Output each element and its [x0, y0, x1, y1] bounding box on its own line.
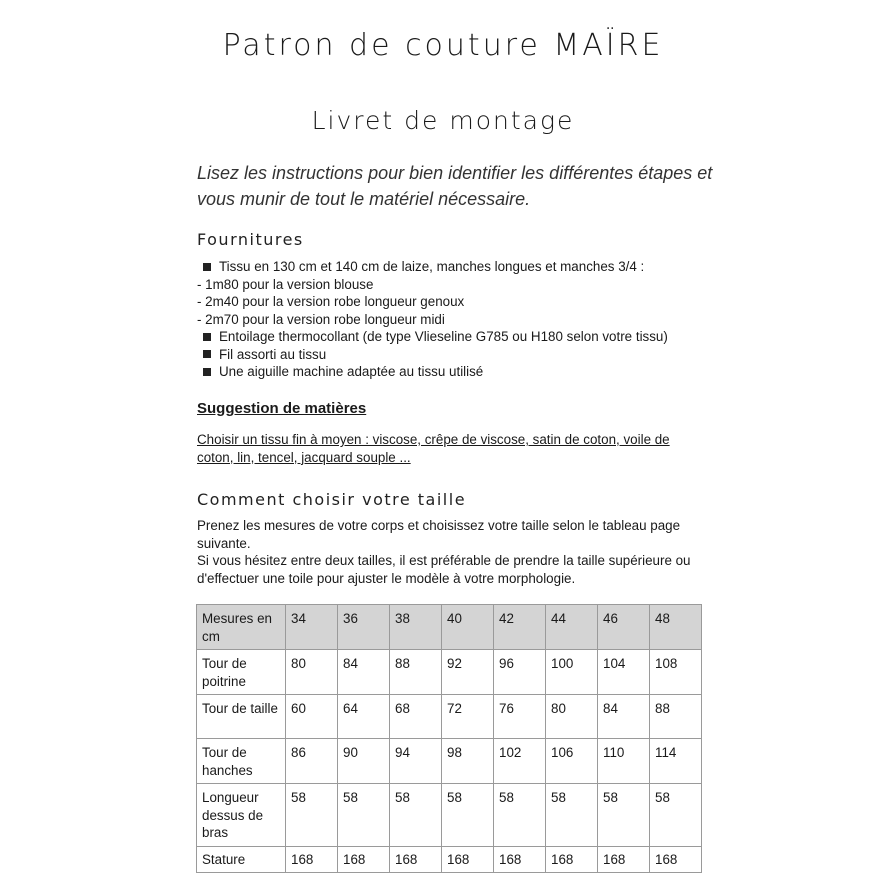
suggestion-heading: Suggestion de matières — [197, 400, 367, 417]
table-row — [197, 784, 702, 847]
fournitures-list — [197, 258, 717, 381]
size-table — [196, 604, 702, 873]
size-header-cell: 38 — [390, 605, 442, 650]
table-cell: 60 — [286, 695, 338, 739]
table-row — [197, 695, 702, 739]
table-cell: 88 — [650, 695, 702, 739]
list-item: Une aiguille machine adaptée au tissu utilisé — [197, 363, 717, 381]
taille-paragraph-2: Si vous hésitez entre deux tailles, il est préférable de prendre la taille supérieure ou d'effectuer une toile pour ajuster le modèle à votre morphologie. — [197, 553, 691, 586]
table-cell: 114 — [650, 739, 702, 784]
size-header-cell: 44 — [546, 605, 598, 650]
intro-text: Lisez les instructions pour bien identifier les différentes étapes et vous munir de tout le matériel nécessaire. — [197, 163, 713, 209]
table-cell: 58 — [442, 784, 494, 847]
table-cell: 106 — [546, 739, 598, 784]
table-header-label: Mesures en cm — [197, 605, 286, 650]
list-item: - 2m40 pour la version robe longueur genoux — [197, 294, 465, 309]
table-cell: 72 — [442, 695, 494, 739]
square-bullet-icon — [203, 333, 211, 341]
table-cell: 92 — [442, 650, 494, 695]
table-cell: 168 — [442, 846, 494, 873]
table-cell: 80 — [286, 650, 338, 695]
table-cell: 58 — [338, 784, 390, 847]
taille-text — [197, 517, 707, 587]
list-item: - 1m80 pour la version blouse — [197, 276, 374, 292]
table-cell: 86 — [286, 739, 338, 784]
table-cell: 58 — [650, 784, 702, 847]
table-cell: 84 — [598, 695, 650, 739]
table-cell: 68 — [390, 695, 442, 739]
table-cell: 168 — [546, 846, 598, 873]
table-cell: 168 — [650, 846, 702, 873]
list-item: - 2m70 pour la version robe longueur midi — [197, 311, 445, 327]
row-label: Tour de hanches — [197, 739, 286, 784]
size-header-cell: 42 — [494, 605, 546, 650]
row-label: Longueur dessus de bras — [197, 784, 286, 847]
table-cell: 76 — [494, 695, 546, 739]
square-bullet-icon — [203, 350, 211, 358]
table-cell: 88 — [390, 650, 442, 695]
table-cell: 98 — [442, 739, 494, 784]
suggestion-text: Choisir un tissu fin à moyen : viscose, crêpe de viscose, satin de coton, voile de coton, lin, tencel, jacquard souple ... — [197, 432, 670, 465]
table-header-row — [197, 605, 702, 650]
size-header-cell: 36 — [338, 605, 390, 650]
fournitures-heading: Fournitures — [197, 230, 304, 249]
table-cell: 58 — [546, 784, 598, 847]
table-cell: 84 — [338, 650, 390, 695]
size-header-cell: 34 — [286, 605, 338, 650]
size-header-cell: 48 — [650, 605, 702, 650]
table-cell: 168 — [286, 846, 338, 873]
taille-paragraph-1: Prenez les mesures de votre corps et choisissez votre taille selon le tableau page suivante. — [197, 518, 681, 551]
list-item: Fil assorti au tissu — [197, 346, 717, 364]
row-label: Stature — [197, 846, 286, 873]
size-header-cell: 40 — [442, 605, 494, 650]
table-cell: 96 — [494, 650, 546, 695]
table-cell: 58 — [494, 784, 546, 847]
table-cell: 94 — [390, 739, 442, 784]
table-cell: 102 — [494, 739, 546, 784]
table-cell: 104 — [598, 650, 650, 695]
document-subtitle: Livret de montage — [311, 106, 575, 135]
list-item: Entoilage thermocollant (de type Vlieseline G785 ou H180 selon votre tissu) — [197, 328, 717, 346]
size-header-cell: 46 — [598, 605, 650, 650]
table-cell: 168 — [390, 846, 442, 873]
table-cell: 100 — [546, 650, 598, 695]
table-cell: 58 — [390, 784, 442, 847]
table-cell: 168 — [494, 846, 546, 873]
table-cell: 108 — [650, 650, 702, 695]
taille-heading: Comment choisir votre taille — [197, 490, 467, 509]
table-cell: 64 — [338, 695, 390, 739]
square-bullet-icon — [203, 263, 211, 271]
table-cell: 168 — [338, 846, 390, 873]
square-bullet-icon — [203, 368, 211, 376]
table-cell: 110 — [598, 739, 650, 784]
table-row — [197, 846, 702, 873]
table-cell: 80 — [546, 695, 598, 739]
document-title: Patron de couture MAÏRE — [222, 28, 664, 63]
table-row — [197, 739, 702, 784]
table-cell: 90 — [338, 739, 390, 784]
table-cell: 168 — [598, 846, 650, 873]
table-cell: 58 — [598, 784, 650, 847]
table-row — [197, 650, 702, 695]
row-label: Tour de taille — [197, 695, 286, 739]
list-item: Tissu en 130 cm et 140 cm de laize, manches longues et manches 3/4 : — [197, 258, 717, 276]
row-label: Tour de poitrine — [197, 650, 286, 695]
table-cell: 58 — [286, 784, 338, 847]
